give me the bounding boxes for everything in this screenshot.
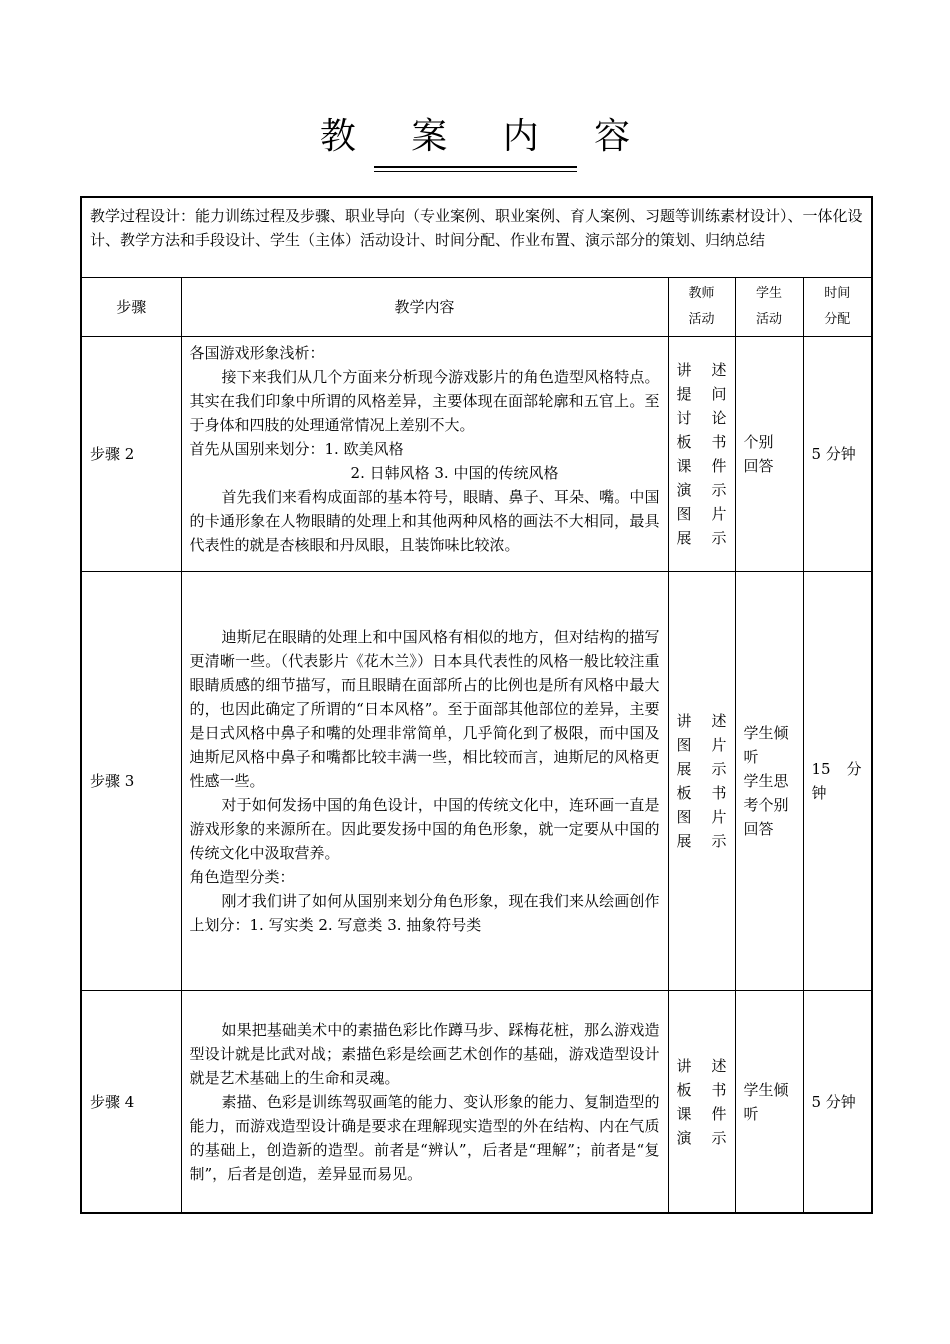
time-cell <box>803 572 872 991</box>
teacher-activity-cell <box>668 337 735 572</box>
header-row <box>81 278 872 337</box>
teacher-activity-cell <box>668 572 735 991</box>
activity-line: 提问 <box>676 385 727 403</box>
time-line: 5 分钟 <box>811 445 856 463</box>
time-line: 5 分钟 <box>811 1092 856 1111</box>
content-paragraph: 接下来我们从几个方面来分析现今游戏影片的角色造型风格特点。其实在我们印象中所谓的风格差异，主要体现在面部轮廓和五官上。至于身体和四肢的处理通常情况上差别不大。 <box>189 368 660 434</box>
activity-line: 个别 <box>743 433 774 451</box>
activity-line: 考个别 <box>743 796 789 814</box>
content-paragraph: 刚才我们讲了如何从国别来划分角色形象，现在我们来从绘画创作上划分：1. 写实类 2. 写意类 3. 抽象符号类 <box>189 892 660 934</box>
table-row <box>81 991 872 1214</box>
content-paragraph: 各国游戏形象浅析： <box>189 344 325 362</box>
step-cell: 步骤 4 <box>81 991 181 1214</box>
time-line: 15 分 <box>811 760 862 778</box>
content-cell <box>181 991 668 1214</box>
activity-line: 展示 <box>676 529 727 547</box>
activity-line: 讲述 <box>676 361 727 379</box>
time-line: 钟 <box>811 784 827 802</box>
page-title: 教 案 内 容 <box>319 116 653 157</box>
teacher-activity-cell <box>668 991 735 1214</box>
activity-line: 演示 <box>676 481 727 499</box>
step-cell: 步骤 2 <box>81 337 181 572</box>
content-cell <box>181 337 668 572</box>
content-paragraph: 如果把基础美术中的素描色彩比作蹲马步、踩梅花桩，那么游戏造型设计就是比武对战；素描色彩是绘画艺术创作的基础，游戏造型设计就是艺术基础上的生命和灵魂。 <box>189 1020 660 1087</box>
content-paragraph: 素描、色彩是训练驾驭画笔的能力、变认形象的能力、复制造型的能力，而游戏造型设计确是要求在理解现实造型的外在结构、内在气质的基础上，创造新的造型。前者是“辨认”，后者是“理解”；前者是“复制”，后者是创造，差异显而易见。 <box>189 1092 660 1183</box>
title-underline-thick <box>374 166 577 168</box>
step-cell: 步骤 3 <box>81 572 181 991</box>
content-paragraph: 角色造型分类： <box>189 868 295 886</box>
header-student-activity <box>735 278 803 337</box>
content-paragraph: 迪斯尼在眼睛的处理上和中国风格有相似的地方，但对结构的描写更清晰一些。（代表影片《花木兰》）日本具代表性的风格一般比较注重眼睛质感的细节描写，而且眼睛在面部所占的比例也是所有风格中最大的，也因此确定了所谓的“日本风格”。至于面部其他部位的差异，主要是日式风格中鼻子和嘴的处理非常简单，几乎简化到了极限，而中国及迪斯尼风格中鼻子和嘴都比较丰满一些，相比较而言，迪斯尼的风格更性感一些。 <box>189 628 660 790</box>
activity-line: 板书 <box>676 433 727 451</box>
activity-line: 板书 <box>676 1080 727 1099</box>
content-cell <box>181 572 668 991</box>
activity-line: 演示 <box>676 1128 727 1147</box>
header-time-line1: 时间 <box>824 286 851 301</box>
activity-line: 讲述 <box>676 1056 727 1075</box>
activity-line: 展示 <box>676 832 727 850</box>
activity-line: 回答 <box>743 457 774 475</box>
header-student-line1: 学生 <box>755 286 782 301</box>
content-paragraph: 2. 日韩风格 3. 中国的传统风格 <box>350 464 559 482</box>
activity-line: 图 片 <box>676 736 727 754</box>
header-student-line2: 活动 <box>755 312 782 327</box>
title-underline-thin <box>374 171 577 172</box>
time-cell <box>803 337 872 572</box>
header-time <box>803 278 872 337</box>
header-teacher-line1: 教师 <box>688 286 715 301</box>
header-time-line2: 分配 <box>824 312 851 327</box>
table-row <box>81 572 872 991</box>
design-description-cell: 教学过程设计：能力训练过程及步骤、职业导向（专业案例、职业案例、育人案例、习题等训练素材设计）、一体化设计、教学方法和手段设计、学生（主体）活动设计、时间分配、作业布置、演示部分的策划、归纳总结 <box>81 197 872 278</box>
student-activity-cell <box>735 991 803 1214</box>
time-cell <box>803 991 872 1214</box>
header-teacher-activity <box>668 278 735 337</box>
activity-line: 展示 <box>676 760 727 778</box>
activity-line: 课 件 <box>676 457 727 475</box>
activity-line: 板书 <box>676 784 727 802</box>
header-step: 步骤 <box>81 278 181 337</box>
activity-line: 听 <box>743 1104 759 1123</box>
content-paragraph: 首先我们来看构成面部的基本符号，眼睛、鼻子、耳朵、嘴。中国的卡通形象在人物眼睛的处理上和其他两种风格的画法不大相同，最具代表性的就是杏核眼和丹凤眼，且装饰味比较浓。 <box>189 488 660 554</box>
table-row <box>81 337 872 572</box>
activity-line: 讨论 <box>676 409 727 427</box>
activity-line: 课 件 <box>676 1104 727 1123</box>
lesson-plan-table <box>80 196 873 1214</box>
student-activity-cell <box>735 337 803 572</box>
activity-line: 听 <box>743 748 759 766</box>
activity-line: 学生倾 <box>743 1080 789 1099</box>
student-activity-cell <box>735 572 803 991</box>
activity-line: 学生思 <box>743 772 789 790</box>
activity-line: 回答 <box>743 820 774 838</box>
content-paragraph: 首先从国别来划分：1. 欧美风格 <box>189 440 404 458</box>
activity-line: 讲述 <box>676 712 727 730</box>
activity-line: 图 片 <box>676 505 727 523</box>
activity-line: 图 片 <box>676 808 727 826</box>
content-paragraph: 对于如何发扬中国的角色设计，中国的传统文化中，连环画一直是游戏形象的来源所在。因此要发扬中国的角色形象，就一定要从中国的传统文化中汲取营养。 <box>189 796 660 862</box>
activity-line: 学生倾 <box>743 724 789 742</box>
header-teacher-line2: 活动 <box>688 312 715 327</box>
header-content: 教学内容 <box>181 278 668 337</box>
